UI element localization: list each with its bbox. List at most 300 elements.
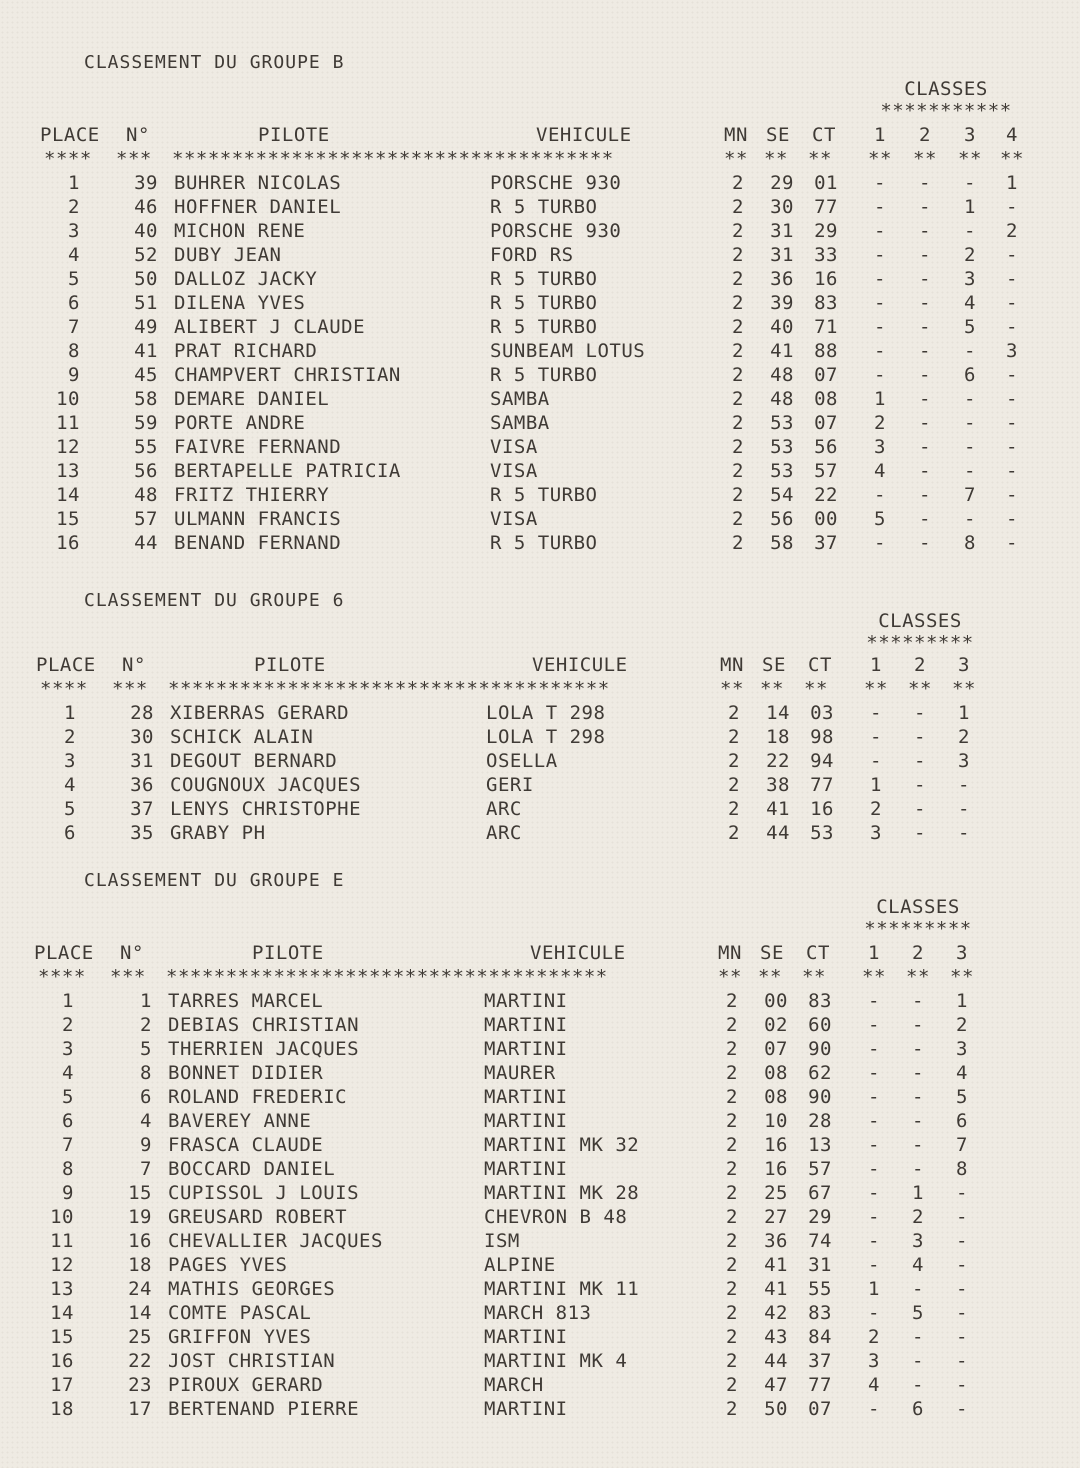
- hundredths-cell: 77: [814, 196, 838, 218]
- table-row: [0, 532, 1080, 556]
- class-rank-cell: -: [919, 244, 931, 266]
- seconds-cell: 53: [770, 460, 794, 482]
- hundredths-cell: 60: [808, 1014, 832, 1036]
- pilote-cell: COUGNOUX JACQUES: [170, 774, 362, 796]
- class-rank-cell: -: [868, 1206, 880, 1228]
- stars-pilote-vehicule: *************************************: [168, 678, 610, 700]
- class-rank-cell: 7: [956, 1134, 968, 1156]
- class-rank-cell: 2: [912, 1206, 924, 1228]
- number-cell: 16: [128, 1230, 152, 1252]
- vehicule-cell: SAMBA: [490, 412, 550, 434]
- pilote-cell: TARRES MARCEL: [168, 990, 324, 1012]
- pilote-cell: CHAMPVERT CHRISTIAN: [174, 364, 401, 386]
- class-rank-cell: 2: [1006, 220, 1018, 242]
- place-cell: 11: [56, 412, 80, 434]
- class-rank-cell: -: [919, 172, 931, 194]
- table-row: [0, 1206, 1080, 1230]
- number-cell: 14: [128, 1302, 152, 1324]
- class-rank-cell: 1: [964, 196, 976, 218]
- place-cell: 6: [68, 292, 80, 314]
- pilote-cell: GREUSARD ROBERT: [168, 1206, 348, 1228]
- number-cell: 17: [128, 1398, 152, 1420]
- minutes-cell: 2: [726, 1086, 738, 1108]
- class-rank-cell: -: [919, 196, 931, 218]
- class-rank-cell: -: [958, 774, 970, 796]
- place-cell: 7: [62, 1134, 74, 1156]
- class-rank-cell: -: [919, 484, 931, 506]
- class-rank-cell: -: [919, 508, 931, 530]
- pilote-cell: PAGES YVES: [168, 1254, 288, 1276]
- seconds-cell: 22: [766, 750, 790, 772]
- hundredths-cell: 88: [814, 340, 838, 362]
- number-cell: 7: [140, 1158, 152, 1180]
- seconds-cell: 42: [764, 1302, 788, 1324]
- class-rank-cell: -: [919, 268, 931, 290]
- minutes-cell: 2: [726, 1038, 738, 1060]
- minutes-cell: 2: [732, 268, 744, 290]
- number-cell: 28: [130, 702, 154, 724]
- class-rank-cell: -: [964, 220, 976, 242]
- pilote-cell: BENAND FERNAND: [174, 532, 342, 554]
- seconds-cell: 41: [770, 340, 794, 362]
- class-rank-cell: -: [868, 1086, 880, 1108]
- pilote-cell: HOFFNER DANIEL: [174, 196, 342, 218]
- class-rank-cell: 8: [956, 1158, 968, 1180]
- table-row: [0, 702, 1080, 726]
- class-rank-cell: 3: [912, 1230, 924, 1252]
- table-row: [0, 750, 1080, 774]
- table-row: [0, 798, 1080, 822]
- stars-ct: **: [808, 148, 832, 170]
- class-rank-cell: -: [1006, 436, 1018, 458]
- class-rank-cell: 1: [870, 774, 882, 796]
- hundredths-cell: 03: [810, 702, 834, 724]
- class-rank-cell: -: [958, 822, 970, 844]
- class-rank-cell: -: [874, 172, 886, 194]
- class-rank-cell: 2: [958, 726, 970, 748]
- place-cell: 1: [68, 172, 80, 194]
- hundredths-cell: 07: [808, 1398, 832, 1420]
- place-cell: 1: [64, 702, 76, 724]
- table-row: [0, 1182, 1080, 1206]
- classes-stars: *********: [864, 918, 972, 940]
- place-cell: 6: [62, 1110, 74, 1132]
- class-rank-cell: 5: [912, 1302, 924, 1324]
- column-header-row: [0, 124, 1080, 148]
- minutes-cell: 2: [726, 1350, 738, 1372]
- class-rank-cell: -: [912, 1326, 924, 1348]
- minutes-cell: 2: [732, 460, 744, 482]
- class-rank-cell: -: [964, 388, 976, 410]
- class-rank-cell: -: [1006, 508, 1018, 530]
- class-rank-cell: -: [1006, 244, 1018, 266]
- class-rank-cell: -: [964, 436, 976, 458]
- minutes-cell: 2: [726, 1278, 738, 1300]
- class-rank-cell: 3: [874, 436, 886, 458]
- col-class-2: 2: [914, 654, 926, 676]
- class-rank-cell: -: [868, 1038, 880, 1060]
- hundredths-cell: 77: [810, 774, 834, 796]
- seconds-cell: 58: [770, 532, 794, 554]
- vehicule-cell: CHEVRON B 48: [484, 1206, 628, 1228]
- vehicule-cell: FORD RS: [490, 244, 574, 266]
- pilote-cell: DUBY JEAN: [174, 244, 282, 266]
- col-place: PLACE: [40, 124, 100, 146]
- stars-class-1: **: [862, 966, 886, 988]
- hundredths-cell: 29: [808, 1206, 832, 1228]
- number-cell: 31: [130, 750, 154, 772]
- table-row: [0, 1110, 1080, 1134]
- col-class-1: 1: [870, 654, 882, 676]
- number-cell: 1: [140, 990, 152, 1012]
- vehicule-cell: R 5 TURBO: [490, 532, 598, 554]
- pilote-cell: JOST CHRISTIAN: [168, 1350, 336, 1372]
- minutes-cell: 2: [728, 702, 740, 724]
- stars-place: ****: [40, 678, 88, 700]
- class-rank-cell: -: [919, 412, 931, 434]
- class-rank-cell: -: [919, 460, 931, 482]
- class-rank-cell: -: [868, 1230, 880, 1252]
- table-row: [0, 1254, 1080, 1278]
- place-cell: 7: [68, 316, 80, 338]
- class-rank-cell: -: [870, 726, 882, 748]
- class-rank-cell: -: [1006, 460, 1018, 482]
- table-row: [0, 1014, 1080, 1038]
- vehicule-cell: R 5 TURBO: [490, 316, 598, 338]
- class-rank-cell: -: [868, 1158, 880, 1180]
- seconds-cell: 27: [764, 1206, 788, 1228]
- seconds-cell: 50: [764, 1398, 788, 1420]
- section-title: CLASSEMENT DU GROUPE 6: [84, 590, 345, 611]
- class-rank-cell: 6: [912, 1398, 924, 1420]
- vehicule-cell: OSELLA: [486, 750, 558, 772]
- stars-class-4: **: [1000, 148, 1024, 170]
- pilote-cell: PRAT RICHARD: [174, 340, 318, 362]
- seconds-cell: 16: [764, 1158, 788, 1180]
- stars-place: ****: [38, 966, 86, 988]
- stars-class-3: **: [958, 148, 982, 170]
- class-rank-cell: 1: [868, 1278, 880, 1300]
- class-rank-cell: -: [868, 990, 880, 1012]
- hundredths-cell: 37: [808, 1350, 832, 1372]
- seconds-cell: 41: [764, 1254, 788, 1276]
- place-cell: 12: [50, 1254, 74, 1276]
- hundredths-cell: 90: [808, 1086, 832, 1108]
- class-rank-cell: -: [956, 1326, 968, 1348]
- stars-ct: **: [802, 966, 826, 988]
- seconds-cell: 43: [764, 1326, 788, 1348]
- seconds-cell: 38: [766, 774, 790, 796]
- place-cell: 12: [56, 436, 80, 458]
- number-cell: 52: [134, 244, 158, 266]
- hundredths-cell: 83: [808, 1302, 832, 1324]
- vehicule-cell: R 5 TURBO: [490, 484, 598, 506]
- number-cell: 41: [134, 340, 158, 362]
- col-pilote: PILOTE: [252, 942, 324, 964]
- pilote-cell: FRASCA CLAUDE: [168, 1134, 324, 1156]
- class-rank-cell: -: [1006, 412, 1018, 434]
- class-rank-cell: -: [868, 1398, 880, 1420]
- place-cell: 18: [50, 1398, 74, 1420]
- hundredths-cell: 53: [810, 822, 834, 844]
- pilote-cell: DEGOUT BERNARD: [170, 750, 338, 772]
- vehicule-cell: ARC: [486, 798, 522, 820]
- seconds-cell: 39: [770, 292, 794, 314]
- class-rank-cell: -: [919, 388, 931, 410]
- class-rank-cell: -: [956, 1230, 968, 1252]
- seconds-cell: 53: [770, 436, 794, 458]
- place-cell: 9: [68, 364, 80, 386]
- class-rank-cell: -: [912, 1374, 924, 1396]
- classes-stars: *********: [866, 632, 974, 654]
- minutes-cell: 2: [726, 1134, 738, 1156]
- place-cell: 14: [50, 1302, 74, 1324]
- number-cell: 19: [128, 1206, 152, 1228]
- hundredths-cell: 84: [808, 1326, 832, 1348]
- number-cell: 37: [130, 798, 154, 820]
- class-rank-cell: 5: [956, 1086, 968, 1108]
- table-row: [0, 1326, 1080, 1350]
- class-rank-cell: -: [914, 702, 926, 724]
- class-rank-cell: -: [919, 364, 931, 386]
- stars-mn: **: [720, 678, 744, 700]
- class-rank-cell: -: [919, 436, 931, 458]
- table-row: [0, 268, 1080, 292]
- class-rank-cell: 3: [958, 750, 970, 772]
- minutes-cell: 2: [732, 220, 744, 242]
- number-cell: 5: [140, 1038, 152, 1060]
- seconds-cell: 41: [766, 798, 790, 820]
- class-rank-cell: -: [919, 292, 931, 314]
- class-rank-cell: 4: [868, 1374, 880, 1396]
- number-cell: 55: [134, 436, 158, 458]
- stars-pilote-vehicule: *************************************: [172, 148, 614, 170]
- minutes-cell: 2: [732, 364, 744, 386]
- pilote-cell: FAIVRE FERNAND: [174, 436, 342, 458]
- hundredths-cell: 71: [814, 316, 838, 338]
- table-row: [0, 1278, 1080, 1302]
- vehicule-cell: ALPINE: [484, 1254, 556, 1276]
- number-cell: 9: [140, 1134, 152, 1156]
- col-vehicule: VEHICULE: [530, 942, 626, 964]
- vehicule-cell: SUNBEAM LOTUS: [490, 340, 646, 362]
- pilote-cell: GRABY PH: [170, 822, 266, 844]
- number-cell: 35: [130, 822, 154, 844]
- col-place: PLACE: [36, 654, 96, 676]
- class-rank-cell: -: [870, 750, 882, 772]
- minutes-cell: 2: [732, 340, 744, 362]
- class-rank-cell: -: [914, 798, 926, 820]
- class-rank-cell: -: [956, 1254, 968, 1276]
- number-cell: 4: [140, 1110, 152, 1132]
- col-mn: MN: [724, 124, 748, 146]
- minutes-cell: 2: [732, 172, 744, 194]
- minutes-cell: 2: [728, 798, 740, 820]
- hundredths-cell: 94: [810, 750, 834, 772]
- class-rank-cell: 1: [912, 1182, 924, 1204]
- hundredths-cell: 28: [808, 1110, 832, 1132]
- col-ct: CT: [806, 942, 830, 964]
- minutes-cell: 2: [728, 774, 740, 796]
- class-rank-cell: -: [868, 1302, 880, 1324]
- seconds-cell: 44: [764, 1350, 788, 1372]
- class-rank-cell: -: [914, 822, 926, 844]
- place-cell: 10: [56, 388, 80, 410]
- pilote-cell: DILENA YVES: [174, 292, 306, 314]
- pilote-cell: ALIBERT J CLAUDE: [174, 316, 366, 338]
- vehicule-cell: MARCH: [484, 1374, 544, 1396]
- place-cell: 1: [62, 990, 74, 1012]
- place-cell: 5: [64, 798, 76, 820]
- column-header-row: [0, 654, 1080, 678]
- stars-class-3: **: [950, 966, 974, 988]
- number-cell: 15: [128, 1182, 152, 1204]
- classes-heading: CLASSES: [904, 78, 988, 100]
- vehicule-cell: MARTINI MK 28: [484, 1182, 640, 1204]
- minutes-cell: 2: [732, 388, 744, 410]
- table-row: [0, 1134, 1080, 1158]
- pilote-cell: DEMARE DANIEL: [174, 388, 330, 410]
- minutes-cell: 2: [726, 1374, 738, 1396]
- class-rank-cell: -: [958, 798, 970, 820]
- hundredths-cell: 98: [810, 726, 834, 748]
- vehicule-cell: PORSCHE 930: [490, 172, 622, 194]
- class-rank-cell: -: [868, 1062, 880, 1084]
- class-rank-cell: -: [964, 460, 976, 482]
- class-rank-cell: 5: [874, 508, 886, 530]
- hundredths-cell: 57: [808, 1158, 832, 1180]
- class-rank-cell: -: [912, 990, 924, 1012]
- number-cell: 2: [140, 1014, 152, 1036]
- table-row: [0, 292, 1080, 316]
- number-cell: 49: [134, 316, 158, 338]
- pilote-cell: BERTAPELLE PATRICIA: [174, 460, 401, 482]
- pilote-cell: MATHIS GEORGES: [168, 1278, 336, 1300]
- class-rank-cell: -: [1006, 316, 1018, 338]
- table-row: [0, 1038, 1080, 1062]
- class-rank-cell: -: [964, 412, 976, 434]
- minutes-cell: 2: [732, 532, 744, 554]
- col-ct: CT: [808, 654, 832, 676]
- class-rank-cell: -: [874, 268, 886, 290]
- stars-num: ***: [112, 678, 148, 700]
- number-cell: 46: [134, 196, 158, 218]
- number-cell: 59: [134, 412, 158, 434]
- place-cell: 13: [56, 460, 80, 482]
- number-cell: 6: [140, 1086, 152, 1108]
- pilote-cell: THERRIEN JACQUES: [168, 1038, 360, 1060]
- class-rank-cell: -: [912, 1038, 924, 1060]
- class-rank-cell: -: [956, 1350, 968, 1372]
- minutes-cell: 2: [726, 1398, 738, 1420]
- minutes-cell: 2: [732, 292, 744, 314]
- table-row: [0, 340, 1080, 364]
- stars-class-3: **: [952, 678, 976, 700]
- stars-class-2: **: [908, 678, 932, 700]
- class-rank-cell: -: [912, 1350, 924, 1372]
- pilote-cell: BAVEREY ANNE: [168, 1110, 312, 1132]
- hundredths-cell: 56: [814, 436, 838, 458]
- pilote-cell: FRITZ THIERRY: [174, 484, 330, 506]
- stars-ct: **: [804, 678, 828, 700]
- class-rank-cell: 6: [956, 1110, 968, 1132]
- class-rank-cell: -: [956, 1398, 968, 1420]
- table-row: [0, 774, 1080, 798]
- number-cell: 40: [134, 220, 158, 242]
- vehicule-cell: MAURER: [484, 1062, 556, 1084]
- section-title: CLASSEMENT DU GROUPE B: [84, 52, 345, 73]
- pilote-cell: CUPISSOL J LOUIS: [168, 1182, 360, 1204]
- place-cell: 4: [68, 244, 80, 266]
- classes-heading: CLASSES: [876, 896, 960, 918]
- col-vehicule: VEHICULE: [536, 124, 632, 146]
- stars-se: **: [764, 148, 788, 170]
- col-num: N°: [122, 654, 146, 676]
- class-rank-cell: -: [874, 364, 886, 386]
- hundredths-cell: 67: [808, 1182, 832, 1204]
- class-rank-cell: -: [1006, 532, 1018, 554]
- table-row: [0, 460, 1080, 484]
- class-rank-cell: -: [964, 340, 976, 362]
- seconds-cell: 54: [770, 484, 794, 506]
- vehicule-cell: MARTINI: [484, 1158, 568, 1180]
- seconds-cell: 36: [764, 1230, 788, 1252]
- pilote-cell: BUHRER NICOLAS: [174, 172, 342, 194]
- vehicule-cell: MARTINI: [484, 1014, 568, 1036]
- pilote-cell: BONNET DIDIER: [168, 1062, 324, 1084]
- seconds-cell: 48: [770, 364, 794, 386]
- pilote-cell: MICHON RENE: [174, 220, 306, 242]
- class-rank-cell: -: [874, 316, 886, 338]
- col-se: SE: [766, 124, 790, 146]
- seconds-cell: 41: [764, 1278, 788, 1300]
- col-se: SE: [760, 942, 784, 964]
- class-rank-cell: -: [870, 702, 882, 724]
- seconds-cell: 44: [766, 822, 790, 844]
- seconds-cell: 16: [764, 1134, 788, 1156]
- col-class-1: 1: [874, 124, 886, 146]
- class-rank-cell: -: [956, 1206, 968, 1228]
- number-cell: 18: [128, 1254, 152, 1276]
- hundredths-cell: 00: [814, 508, 838, 530]
- vehicule-cell: MARTINI: [484, 990, 568, 1012]
- stars-mn: **: [718, 966, 742, 988]
- hundredths-cell: 16: [814, 268, 838, 290]
- pilote-cell: ULMANN FRANCIS: [174, 508, 342, 530]
- stars-num: ***: [116, 148, 152, 170]
- table-row: [0, 364, 1080, 388]
- minutes-cell: 2: [726, 1326, 738, 1348]
- seconds-cell: 53: [770, 412, 794, 434]
- pilote-cell: DALLOZ JACKY: [174, 268, 318, 290]
- class-rank-cell: 1: [958, 702, 970, 724]
- class-rank-cell: 3: [1006, 340, 1018, 362]
- vehicule-cell: VISA: [490, 460, 538, 482]
- minutes-cell: 2: [726, 1206, 738, 1228]
- class-rank-cell: 1: [956, 990, 968, 1012]
- class-rank-cell: 2: [956, 1014, 968, 1036]
- class-rank-cell: -: [919, 340, 931, 362]
- class-rank-cell: -: [868, 1014, 880, 1036]
- table-row: [0, 388, 1080, 412]
- table-row: [0, 1062, 1080, 1086]
- table-row: [0, 196, 1080, 220]
- col-class-4: 4: [1006, 124, 1018, 146]
- pilote-cell: SCHICK ALAIN: [170, 726, 314, 748]
- vehicule-cell: ISM: [484, 1230, 520, 1252]
- class-rank-cell: -: [914, 726, 926, 748]
- class-rank-cell: -: [912, 1158, 924, 1180]
